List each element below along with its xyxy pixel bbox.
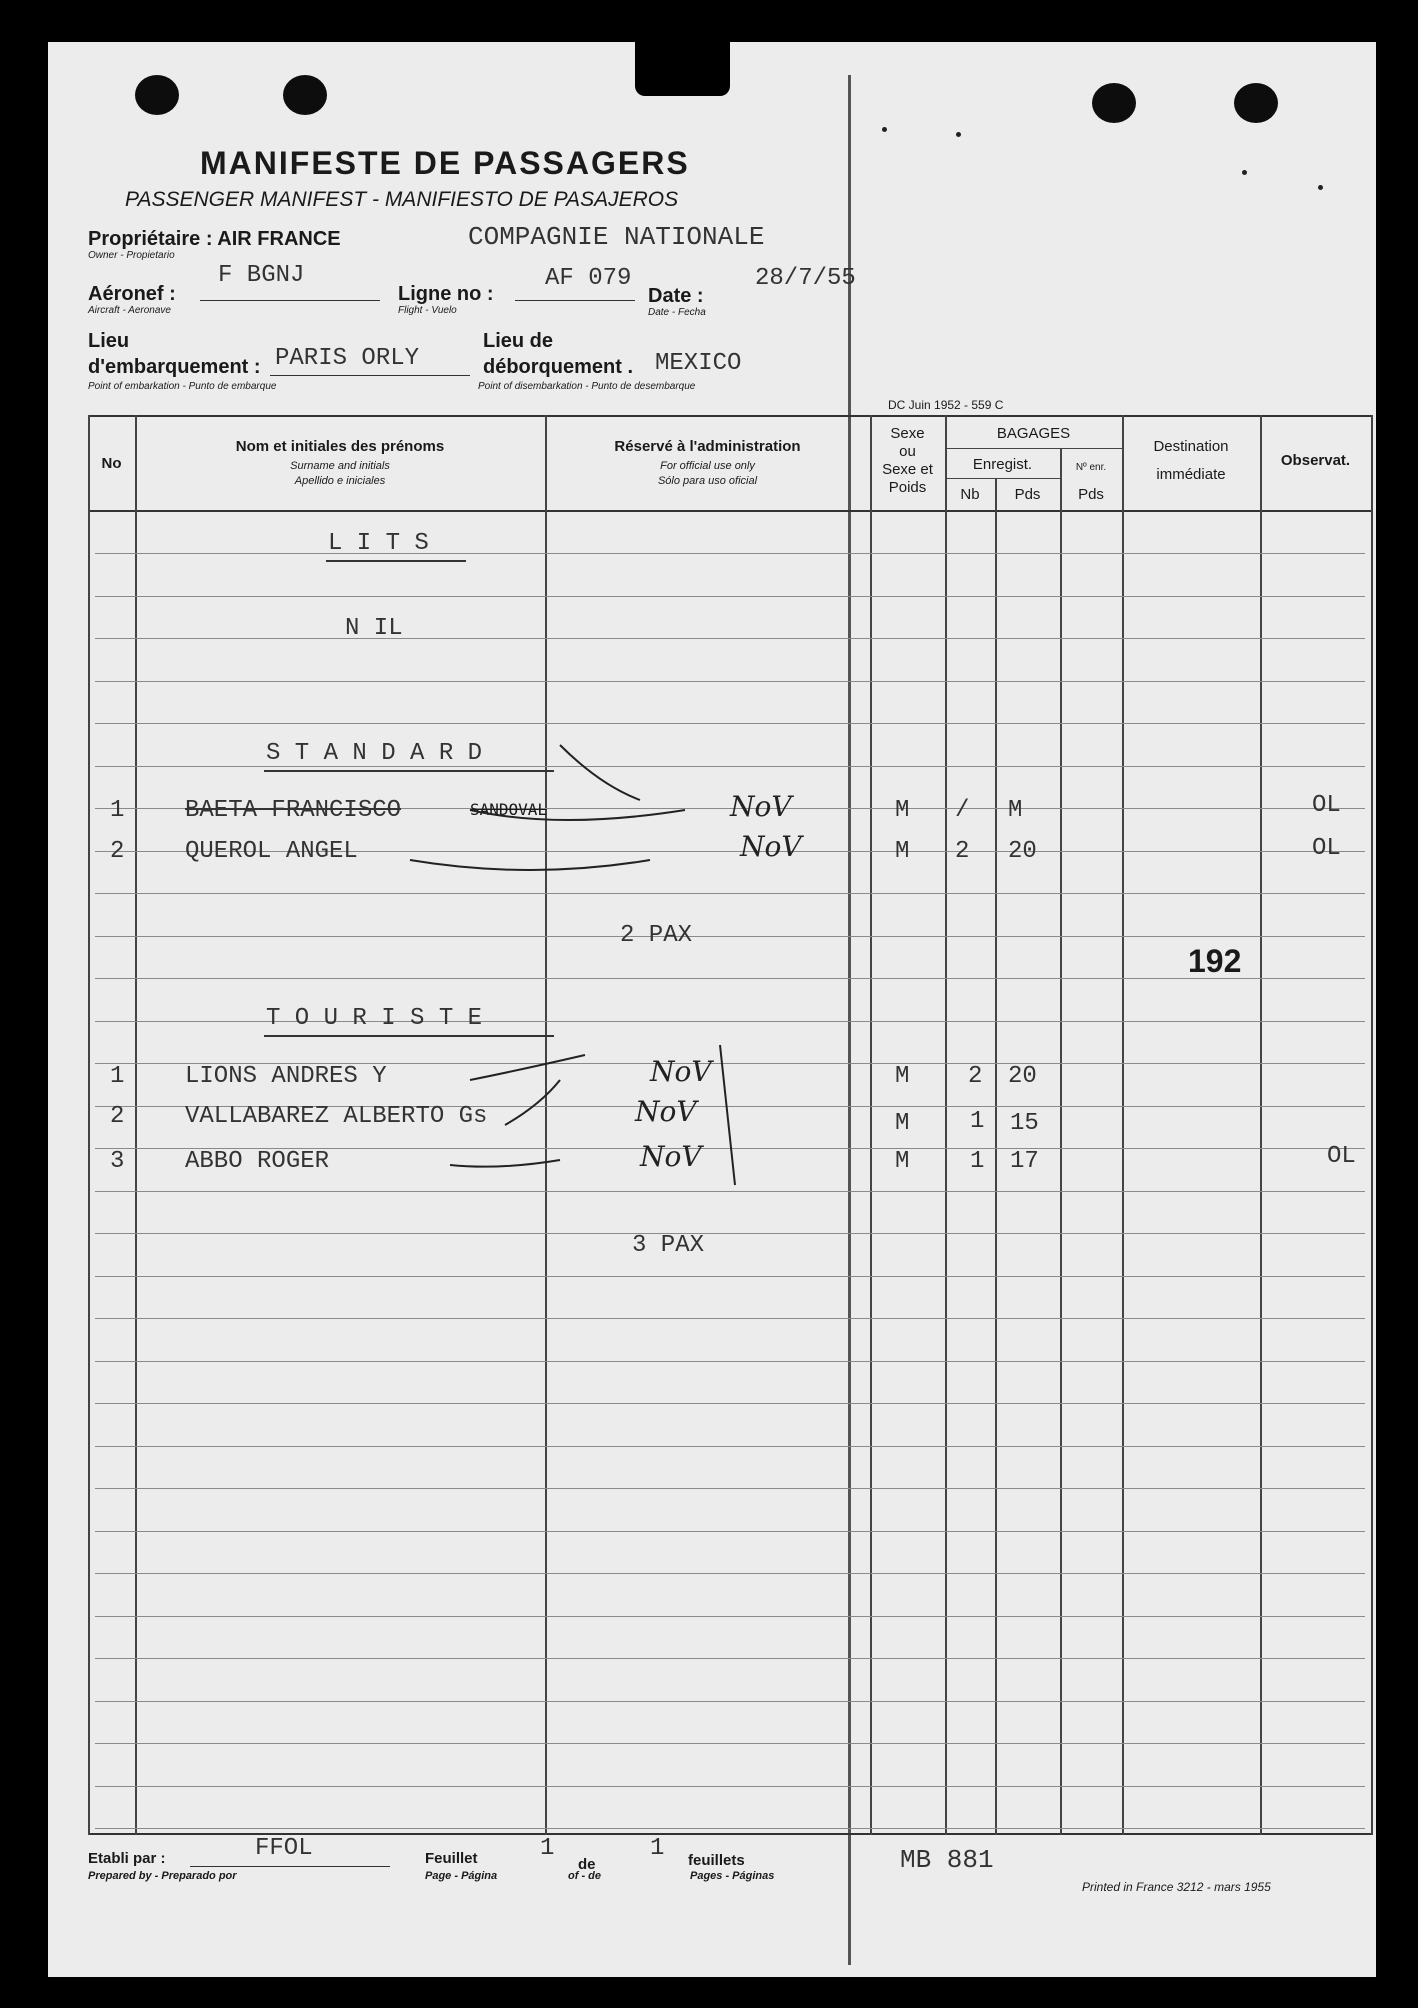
bag-weight: 15	[1010, 1110, 1039, 1137]
col-pds2-header: Pds	[1078, 486, 1104, 503]
col-bagages-header: BAGAGES	[996, 425, 1071, 442]
bag-weight: M	[1008, 797, 1023, 824]
printed-note: Printed in France 3212 - mars 1955	[1082, 1880, 1271, 1894]
sex-value: M	[895, 1148, 910, 1175]
passenger-name: QUEROL ANGEL	[185, 838, 358, 865]
observation: OL	[1312, 835, 1341, 862]
bag-count: 1	[970, 1108, 985, 1135]
sex-value: M	[895, 1063, 910, 1090]
line-sublabel: Flight - Vuelo	[398, 305, 457, 316]
col-name-sub1: Surname and initials	[290, 460, 390, 472]
embark-label-1: Lieu	[88, 330, 130, 352]
bag-count: 2	[955, 838, 970, 865]
admin-mark: NoV	[730, 790, 792, 823]
col-sex-2: ou	[899, 443, 916, 460]
col-name-sub2: Apellido e iniciales	[294, 475, 386, 487]
reference-number: MB 881	[900, 1845, 994, 1875]
passenger-name: BAETA FRANCISCO	[185, 797, 402, 824]
col-observ-header: Observat.	[1280, 452, 1351, 469]
col-nonenreg-header: Nº enr.	[1075, 462, 1107, 473]
sex-value: M	[895, 1110, 910, 1137]
row-number: 1	[110, 797, 125, 824]
sex-value: M	[895, 797, 910, 824]
sheets-sublabel: Pages - Páginas	[690, 1870, 775, 1882]
row-number: 2	[110, 838, 125, 865]
passenger-name: VALLABAREZ ALBERTO Gs	[185, 1103, 488, 1130]
admin-mark: NoV	[640, 1140, 702, 1173]
bag-weight: 20	[1008, 1063, 1037, 1090]
col-admin-sub1: For official use only	[660, 460, 755, 472]
page-subtitle: PASSENGER MANIFEST - MANIFIESTO DE PASAJEROS	[125, 188, 679, 211]
sheet-sublabel: Page - Página	[425, 1870, 498, 1882]
observation: OL	[1312, 792, 1341, 819]
prepared-value: FFOL	[255, 1835, 313, 1862]
disembark-label-1: Lieu de	[483, 330, 554, 352]
col-nb-header: Nb	[960, 486, 980, 503]
col-no-header: No	[101, 455, 122, 472]
admin-mark: NoV	[635, 1095, 697, 1128]
embark-value: PARIS ORLY	[275, 345, 420, 372]
embark-label-2: d'embarquement :	[88, 356, 261, 378]
line-label: Ligne no :	[398, 283, 494, 305]
date-label: Date :	[648, 285, 704, 307]
section-standard: S T A N D A R D	[266, 740, 483, 767]
date-sublabel: Date - Fecha	[648, 307, 706, 318]
col-name-header: Nom et initiales des prénoms	[235, 438, 445, 455]
of-label: de	[578, 1856, 596, 1873]
col-destination-2: immédiate	[1156, 466, 1226, 483]
row-number: 3	[110, 1148, 125, 1175]
disembark-label-2: déborquement .	[483, 356, 634, 378]
embark-sublabel: Point of embarkation - Punto de embarque	[88, 381, 277, 392]
col-sex-1: Sexe	[890, 425, 925, 442]
bag-count: /	[955, 797, 970, 824]
field-line	[190, 1866, 390, 1867]
row-number: 1	[110, 1063, 125, 1090]
standard-total: 2 PAX	[620, 922, 693, 949]
passenger-name: LIONS ANDRES Y	[185, 1063, 387, 1090]
owner-sublabel: Owner - Propietario	[88, 250, 175, 261]
section-touriste: T O U R I S T E	[266, 1005, 483, 1032]
row-number: 2	[110, 1103, 125, 1130]
col-sex-3: Sexe et	[882, 461, 933, 478]
col-pds-header: Pds	[1014, 486, 1041, 503]
observation: OL	[1327, 1143, 1356, 1170]
col-destination-1: Destination	[1153, 438, 1229, 455]
admin-mark: NoV	[740, 830, 802, 863]
bag-count: 1	[970, 1148, 985, 1175]
page-title: MANIFESTE DE PASSAGERS	[200, 145, 690, 181]
prepared-label: Etabli par :	[88, 1850, 166, 1867]
sex-value: M	[895, 838, 910, 865]
stamp-number: 192	[1188, 943, 1242, 979]
disembark-sublabel: Point of disembarkation - Punto de desembarque	[478, 381, 696, 392]
col-sex-4: Poids	[888, 479, 927, 496]
bag-count: 2	[968, 1063, 983, 1090]
bag-weight: 20	[1008, 838, 1037, 865]
sheet-label: Feuillet	[425, 1850, 478, 1867]
sheets-label: feuillets	[688, 1852, 745, 1869]
of-value: 1	[650, 1835, 665, 1862]
aircraft-label: Aéronef :	[88, 283, 176, 305]
disembark-value: MEXICO	[655, 350, 742, 377]
owner-value: COMPAGNIE NATIONALE	[468, 222, 765, 252]
col-enregist-header: Enregist.	[972, 456, 1033, 473]
owner-label: Propriétaire : AIR FRANCE	[88, 228, 341, 250]
passenger-name: ABBO ROGER	[185, 1148, 330, 1175]
section-nil: N IL	[345, 615, 403, 642]
prepared-sublabel: Prepared by - Preparado por	[88, 1870, 237, 1882]
line-value: AF 079	[545, 265, 632, 292]
bag-weight: 17	[1010, 1148, 1039, 1175]
col-admin-header: Réservé à l'administration	[614, 438, 801, 455]
sheet-value: 1	[540, 1835, 555, 1862]
section-lits: L I T S	[328, 530, 429, 557]
aircraft-value: F BGNJ	[218, 262, 305, 289]
admin-mark: NoV	[650, 1055, 712, 1088]
col-admin-sub2: Sólo para uso oficial	[657, 475, 758, 487]
of-sublabel: of - de	[568, 1870, 601, 1882]
form-reference: DC Juin 1952 - 559 C	[888, 398, 1004, 412]
touriste-total: 3 PAX	[632, 1232, 705, 1259]
date-value: 28/7/55	[755, 265, 856, 292]
passenger-name-extra: SANDOVAL	[470, 800, 548, 819]
aircraft-sublabel: Aircraft - Aeronave	[88, 305, 171, 316]
